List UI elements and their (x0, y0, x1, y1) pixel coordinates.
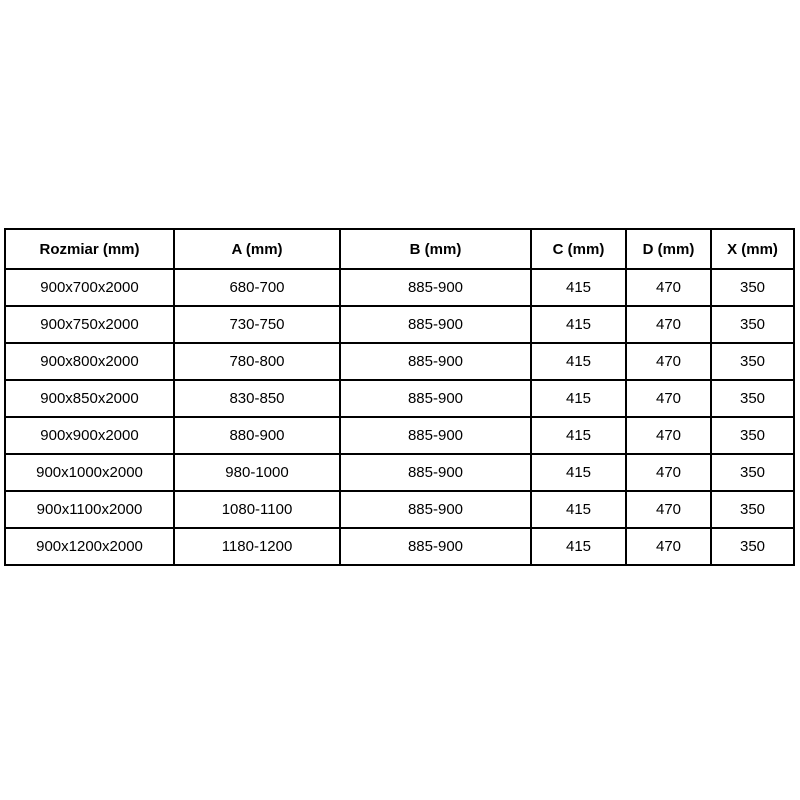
column-header-b: B (mm) (340, 229, 531, 269)
table-cell: 980-1000 (174, 454, 340, 491)
table-cell: 415 (531, 380, 626, 417)
column-header-d: D (mm) (626, 229, 711, 269)
table-cell: 415 (531, 454, 626, 491)
table-cell: 885-900 (340, 528, 531, 565)
table-cell: 885-900 (340, 454, 531, 491)
table-row (5, 491, 794, 528)
table-cell: 470 (626, 528, 711, 565)
table-row (5, 454, 794, 491)
table-cell: 350 (711, 343, 794, 380)
table-cell: 350 (711, 417, 794, 454)
table-cell: 900x750x2000 (5, 306, 174, 343)
table-cell: 900x1000x2000 (5, 454, 174, 491)
table-cell: 350 (711, 528, 794, 565)
table-cell: 350 (711, 269, 794, 306)
table-cell: 350 (711, 454, 794, 491)
table-cell: 780-800 (174, 343, 340, 380)
table-cell: 415 (531, 306, 626, 343)
table-cell: 350 (711, 491, 794, 528)
table-cell: 350 (711, 306, 794, 343)
table-body (5, 269, 794, 565)
table-cell: 470 (626, 306, 711, 343)
table-cell: 900x850x2000 (5, 380, 174, 417)
column-header-c: C (mm) (531, 229, 626, 269)
table-cell: 900x900x2000 (5, 417, 174, 454)
table-header-row (5, 229, 794, 269)
table-cell: 470 (626, 269, 711, 306)
column-header-rozmiar: Rozmiar (mm) (5, 229, 174, 269)
column-header-x: X (mm) (711, 229, 794, 269)
table-row (5, 343, 794, 380)
table-cell: 885-900 (340, 269, 531, 306)
table-cell: 885-900 (340, 380, 531, 417)
table-cell: 470 (626, 343, 711, 380)
table-cell: 415 (531, 343, 626, 380)
table-row (5, 380, 794, 417)
table-cell: 730-750 (174, 306, 340, 343)
table-row (5, 269, 794, 306)
table-cell: 470 (626, 491, 711, 528)
table-cell: 415 (531, 269, 626, 306)
table-cell: 885-900 (340, 343, 531, 380)
table-cell: 415 (531, 491, 626, 528)
table-cell: 900x800x2000 (5, 343, 174, 380)
table-cell: 885-900 (340, 306, 531, 343)
column-header-a: A (mm) (174, 229, 340, 269)
table-row (5, 528, 794, 565)
table-cell: 1080-1100 (174, 491, 340, 528)
table-cell: 470 (626, 380, 711, 417)
table-cell: 680-700 (174, 269, 340, 306)
table-cell: 900x1100x2000 (5, 491, 174, 528)
table-cell: 900x1200x2000 (5, 528, 174, 565)
table-cell: 470 (626, 454, 711, 491)
table-header (5, 229, 794, 269)
table-cell: 885-900 (340, 491, 531, 528)
table-cell: 350 (711, 380, 794, 417)
table-row (5, 306, 794, 343)
table-cell: 415 (531, 528, 626, 565)
table-cell: 470 (626, 417, 711, 454)
table-cell: 900x700x2000 (5, 269, 174, 306)
table-cell: 830-850 (174, 380, 340, 417)
size-spec-table (4, 228, 795, 566)
table-row (5, 417, 794, 454)
table-cell: 1180-1200 (174, 528, 340, 565)
table-cell: 415 (531, 417, 626, 454)
table-cell: 880-900 (174, 417, 340, 454)
table-cell: 885-900 (340, 417, 531, 454)
